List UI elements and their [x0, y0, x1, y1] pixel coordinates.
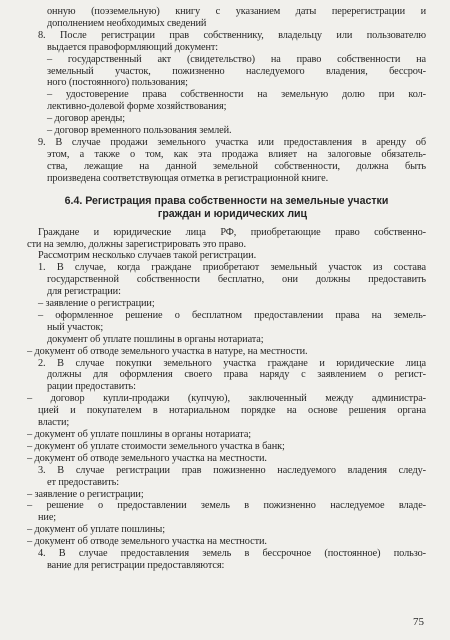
text-line: 4. В случае предоставления земель в бессрочное (постоянное) пользо- [38, 548, 426, 560]
text-line: сти на землю, должны зарегистрировать это право. [27, 238, 246, 250]
text-line: Рассмотрим несколько случаев такой регистрации. [38, 250, 257, 262]
text-line: рации предоставить: [47, 381, 136, 393]
body-section [27, 227, 426, 572]
text-line: 9. В случае продажи земельного участка или предоставления в аренду об [38, 136, 426, 148]
text-line: лективно-долевой форме хозяйствования; [47, 101, 227, 113]
text-line: земельный участок, пожизненно наследуемого владения, бессроч- [47, 65, 426, 77]
text-line: – документ об отводе земельного участка в натуре, на местности. [27, 345, 308, 357]
text-line: – договор временного пользования землей. [47, 125, 232, 137]
text-line: цией и покупателем в нотариальном порядке на основе решения органа [38, 405, 426, 417]
text-line: этом, а также о том, как эта продажа влияет на залоговые обязатель- [47, 148, 426, 160]
text-line: онную (поэземельную) книгу с указанием даты перерегистрации и [47, 6, 426, 17]
text-line: вание для регистрации предоставляются: [47, 559, 225, 571]
text-line: – договор купли-продажи (купчую), заключенный между администра- [27, 393, 426, 405]
text-line: должны для оформления своего права наряду с заявлением о регист- [47, 369, 426, 381]
text-line: выдается правоформляющий документ: [47, 41, 219, 53]
text-line: – документ об уплате пошлины; [27, 524, 165, 536]
text-line: ный участок; [47, 321, 104, 333]
text-line: – заявление о регистрации; [38, 298, 155, 310]
text-line: 8. После регистрации прав собственнику, владельцу или пользователю [38, 29, 426, 41]
text-line: для регистрации: [47, 286, 121, 298]
text-line: – договор аренды; [47, 113, 126, 125]
text-line: – решение о предоставлении земель в пожизненно наследуемое владе- [27, 500, 426, 512]
text-line: документ об уплате пошлины в органы нотариата; [47, 333, 264, 345]
text-line: 3. В случае регистрации прав пожизненно наследуемого владения следу- [38, 464, 426, 476]
heading-line: 6.4. Регистрация права собственности на земельные участки [64, 194, 389, 207]
text-line: ет предоставить: [47, 476, 119, 488]
text-line: произведена соответствующая отметка в регистрационной книге. [47, 172, 329, 184]
text-line: – документ об уплате стоимости земельного участка в банк; [27, 440, 285, 452]
page-number: 75 [413, 616, 424, 628]
text-line: дополнением необходимых сведений [47, 17, 207, 29]
text-line: власти; [38, 417, 70, 429]
text-line: – документ об уплате пошлины в органы нотариата; [27, 429, 252, 440]
text-line: ние; [38, 512, 57, 524]
text-line: – оформленное решение о бесплатном предоставлении права на земель- [38, 309, 426, 321]
text-line: – документ об отводе земельного участка на местности. [27, 536, 267, 548]
text-line: Граждане и юридические лица РФ, приобретающие право собственно- [38, 226, 426, 238]
text-line: – государственный акт (свидетельство) на право собственности на [47, 53, 426, 65]
text-line: 1. В случае, когда граждане приобретают земельный участок из состава [38, 262, 426, 274]
text-line: ства, лежащие на данной земельной собственности, должна быть [47, 160, 426, 172]
text-line: – документ об отводе земельного участка на местности. [27, 452, 267, 464]
heading-line: граждан и юридических лиц [157, 207, 308, 220]
top-section [27, 6, 426, 185]
text-line: ного (постоянного) пользования; [47, 77, 188, 89]
text-line: 2. В случае покупки земельного участка граждане и юридические лица [38, 357, 426, 369]
text-line: – удостоверение права собственности на земельную долю при кол- [47, 89, 426, 101]
section-heading [27, 195, 426, 221]
text-line: – заявление о регистрации; [27, 488, 144, 500]
text-line: государственной собственности бесплатно, они должны предоставить [47, 274, 426, 286]
